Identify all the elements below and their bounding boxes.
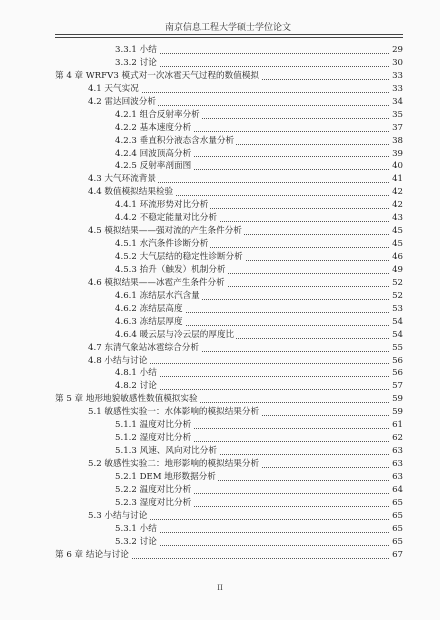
toc-entry[interactable] <box>55 393 403 406</box>
toc-entry[interactable] <box>55 432 403 445</box>
toc-entry-page: 34 <box>392 96 403 107</box>
toc-entry-label: 4.8 小结与讨论 <box>88 355 148 366</box>
toc-entry-page: 63 <box>392 459 403 469</box>
thesis-title-header: 南京信息工程大学硕士学位论文 <box>164 23 291 33</box>
toc-entry-label: 4.5.3 抬升（触发）机制分析 <box>115 264 226 275</box>
toc-entry-label: 3.3.1 小结 <box>115 45 157 55</box>
toc-entry[interactable] <box>55 135 403 148</box>
toc-entry-page: 43 <box>392 213 403 224</box>
toc-entry-page: 52 <box>392 277 403 288</box>
toc-entry[interactable] <box>55 83 403 96</box>
toc-entry-page: 39 <box>392 148 403 159</box>
toc-entry-page: 54 <box>392 316 403 327</box>
table-of-contents <box>55 44 403 562</box>
toc-entry[interactable] <box>55 251 403 264</box>
toc-entry-page: 59 <box>392 407 403 418</box>
toc-entry-page: 57 <box>392 381 403 392</box>
toc-entry[interactable] <box>55 290 403 303</box>
toc-entry-page: 53 <box>392 303 403 314</box>
toc-entry[interactable] <box>55 264 403 277</box>
toc-entry-page: 41 <box>392 174 403 185</box>
toc-entry-label: 4.2.3 垂直积分液态含水量分析 <box>115 135 235 146</box>
toc-entry[interactable] <box>55 122 403 135</box>
toc-entry-label: 4.2.1 组合反射率分析 <box>115 109 200 120</box>
toc-entry-page: 35 <box>392 109 403 120</box>
toc-entry[interactable] <box>55 523 403 536</box>
toc-entry-page: 65 <box>392 536 403 547</box>
toc-entry[interactable] <box>55 173 403 186</box>
toc-entry-page: 63 <box>392 446 403 457</box>
toc-entry-page: 33 <box>392 70 403 81</box>
toc-entry-label: 第 5 章 地形地貌敏感性数值模拟实验 <box>55 394 198 405</box>
toc-entry[interactable] <box>55 445 403 458</box>
toc-entry[interactable] <box>55 212 403 225</box>
toc-entry-page: 65 <box>392 510 403 521</box>
toc-entry-label: 4.2.4 回波顶高分析 <box>115 148 192 159</box>
toc-entry[interactable] <box>55 355 403 368</box>
toc-entry-label: 5.2 敏感性实验二：地形影响的模拟结果分析 <box>88 459 260 469</box>
toc-entry[interactable] <box>55 406 403 419</box>
toc-entry-page: 40 <box>392 161 403 172</box>
toc-entry-label: 第 6 章 结论与讨论 <box>55 549 129 560</box>
toc-entry-label: 4.7 东清气象站冰雹综合分析 <box>88 342 199 353</box>
toc-entry[interactable] <box>55 367 403 380</box>
toc-entry[interactable] <box>55 96 403 109</box>
toc-entry-label: 4.2 雷达回波分析 <box>88 96 156 107</box>
toc-entry[interactable] <box>55 471 403 484</box>
toc-entry[interactable] <box>55 458 403 471</box>
toc-entry-page: 52 <box>392 290 403 301</box>
header-rule-thin <box>55 37 403 38</box>
page-number: II <box>217 584 223 592</box>
toc-entry-label: 4.2.2 基本速度分析 <box>115 122 192 133</box>
toc-entry-label: 5.2.3 湿度对比分析 <box>115 497 192 508</box>
toc-entry-label: 5.3.2 讨论 <box>115 536 157 547</box>
toc-entry-label: 3.3.2 讨论 <box>115 57 157 68</box>
toc-entry-label: 4.6.4 暖云层与冷云层的厚度比 <box>115 329 235 340</box>
toc-entry-label: 4.4 数值模拟结果检验 <box>88 187 174 198</box>
toc-entry-label: 第 4 章 WRFV3 模式对一次冰雹天气过程的数值模拟 <box>55 70 260 81</box>
toc-entry[interactable] <box>55 484 403 497</box>
toc-entry-page: 45 <box>392 239 403 250</box>
toc-entry-label: 4.6 模拟结果——冰雹产生条件分析 <box>88 277 225 288</box>
toc-entry-page: 45 <box>392 226 403 237</box>
toc-entry[interactable] <box>55 536 403 549</box>
toc-entry-label: 5.3 小结与讨论 <box>88 510 148 521</box>
toc-entry-label: 4.2.5 反射率剖面图 <box>115 161 192 172</box>
toc-entry[interactable] <box>55 238 403 251</box>
header-rule-thick <box>55 34 403 35</box>
toc-entry[interactable] <box>55 148 403 161</box>
toc-entry-page: 62 <box>392 433 403 444</box>
toc-entry[interactable] <box>55 57 403 70</box>
toc-entry-page: 42 <box>392 187 403 198</box>
toc-entry-label: 4.4.2 不稳定能量对比分析 <box>115 213 217 224</box>
toc-entry-label: 4.6.3 冻结层厚度 <box>115 316 183 327</box>
toc-entry-label: 5.1.1 温度对比分析 <box>115 420 192 431</box>
toc-entry-page: 29 <box>392 45 403 55</box>
toc-entry-label: 4.5 模拟结果——强对流的产生条件分析 <box>88 226 242 237</box>
toc-entry-page: 49 <box>392 264 403 275</box>
toc-entry-label: 4.1 天气实况 <box>88 83 139 94</box>
toc-entry-label: 5.1.2 湿度对比分析 <box>115 433 192 444</box>
toc-entry[interactable] <box>55 380 403 393</box>
toc-entry-page: 56 <box>392 368 403 379</box>
toc-entry-page: 30 <box>392 57 403 68</box>
toc-entry[interactable] <box>55 186 403 199</box>
toc-entry-label: 5.3.1 小结 <box>115 523 157 534</box>
toc-entry-page: 59 <box>392 394 403 405</box>
toc-entry-label: 4.8.2 讨论 <box>115 381 157 392</box>
toc-entry-page: 56 <box>392 355 403 366</box>
toc-entry[interactable] <box>55 70 403 83</box>
toc-entry-label: 4.8.1 小结 <box>115 368 157 379</box>
toc-entry[interactable] <box>55 199 403 212</box>
toc-entry[interactable] <box>55 549 403 562</box>
toc-entry-page: 37 <box>392 122 403 133</box>
toc-entry[interactable] <box>55 342 403 355</box>
toc-entry-label: 4.6.2 冻结层高度 <box>115 303 183 314</box>
toc-entry[interactable] <box>55 44 403 57</box>
toc-entry[interactable] <box>55 277 403 290</box>
toc-entry-label: 4.5.1 水汽条件诊断分析 <box>115 239 209 250</box>
toc-entry-label: 4.3 大气环流背景 <box>88 174 156 185</box>
toc-entry[interactable] <box>55 109 403 122</box>
toc-entry[interactable] <box>55 497 403 510</box>
toc-entry[interactable] <box>55 316 403 329</box>
toc-entry-label: 4.6.1 冻结层水汽含量 <box>115 290 200 301</box>
toc-entry-label: 5.2.2 温度对比分析 <box>115 484 192 495</box>
toc-entry-page: 65 <box>392 523 403 534</box>
toc-entry-page: 61 <box>392 420 403 431</box>
toc-entry[interactable] <box>55 329 403 342</box>
toc-entry[interactable] <box>55 419 403 432</box>
toc-entry-page: 42 <box>392 200 403 211</box>
toc-entry[interactable] <box>55 510 403 523</box>
toc-entry-label: 4.5.2 大气层结的稳定性诊断分析 <box>115 252 243 262</box>
toc-entry-page: 67 <box>392 549 403 560</box>
toc-entry-page: 63 <box>392 471 403 482</box>
toc-entry-label: 5.1 敏感性实验一：水体影响的模拟结果分析 <box>88 407 260 418</box>
toc-entry-page: 65 <box>392 497 403 508</box>
toc-entry[interactable] <box>55 303 403 316</box>
toc-entry-label: 5.2.1 DEM 地形数据分析 <box>115 471 216 482</box>
toc-entry-label: 5.1.3 风速、风向对比分析 <box>115 446 217 457</box>
toc-entry[interactable] <box>55 225 403 238</box>
toc-entry[interactable] <box>55 160 403 173</box>
toc-entry-page: 46 <box>392 252 403 262</box>
toc-entry-page: 54 <box>392 329 403 340</box>
toc-entry-label: 4.4.1 环流形势对比分析 <box>115 200 209 211</box>
toc-entry-page: 38 <box>392 135 403 146</box>
toc-entry-page: 33 <box>392 83 403 94</box>
toc-entry-page: 64 <box>392 484 403 495</box>
toc-entry-page: 55 <box>392 342 403 353</box>
